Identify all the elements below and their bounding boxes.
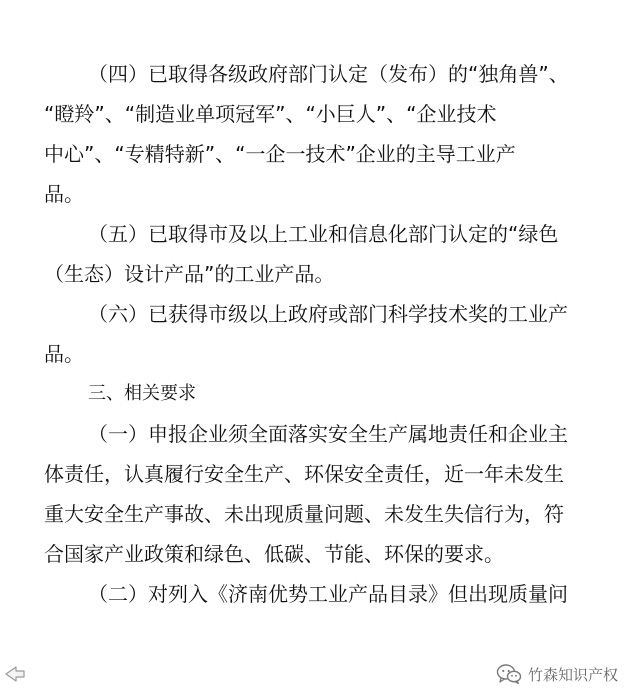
wechat-icon (496, 663, 522, 685)
paragraph-line: （五）已取得市及以上工业和信息化部门认定的“绿色 (88, 222, 559, 246)
paragraph-line: 中心”、“专精特新”、“一企一技术”企业的主导工业产 (44, 142, 516, 166)
paragraph-line: （四）已取得各级政府部门认定（发布）的“独角兽”、 (88, 62, 569, 86)
back-arrow-icon[interactable] (4, 664, 26, 684)
brand-name: 竹森知识产权 (527, 665, 618, 684)
paragraph-line: 重大安全生产事故、未出现质量问题、未发生失信行为，符 (44, 502, 564, 526)
paragraph-line: “瞪羚”、“制造业单项冠军”、“小巨人”、“企业技术 (44, 102, 497, 126)
document-body (44, 54, 600, 614)
paragraph-line: 合国家产业政策和绿色、低碳、节能、环保的要求。 (44, 542, 504, 566)
paragraph-line: 体责任，认真履行安全生产、环保安全责任，近一年未发生 (44, 462, 564, 486)
paragraph-line: （生态）设计产品”的工业产品。 (44, 262, 335, 286)
paragraph-line: （一）申报企业须全面落实安全生产属地责任和企业主 (88, 422, 568, 446)
paragraph-line: （二）对列入《济南优势工业产品目录》但出现质量问 (88, 582, 568, 606)
footer-bar (0, 656, 634, 692)
section-heading: 三、相关要求 (88, 383, 196, 404)
paragraph-line: 品。 (44, 342, 84, 366)
brand-watermark (496, 660, 618, 688)
paragraph-line: 品。 (44, 182, 84, 206)
paragraph-line: （六）已获得市级以上政府或部门科学技术奖的工业产 (88, 302, 568, 326)
